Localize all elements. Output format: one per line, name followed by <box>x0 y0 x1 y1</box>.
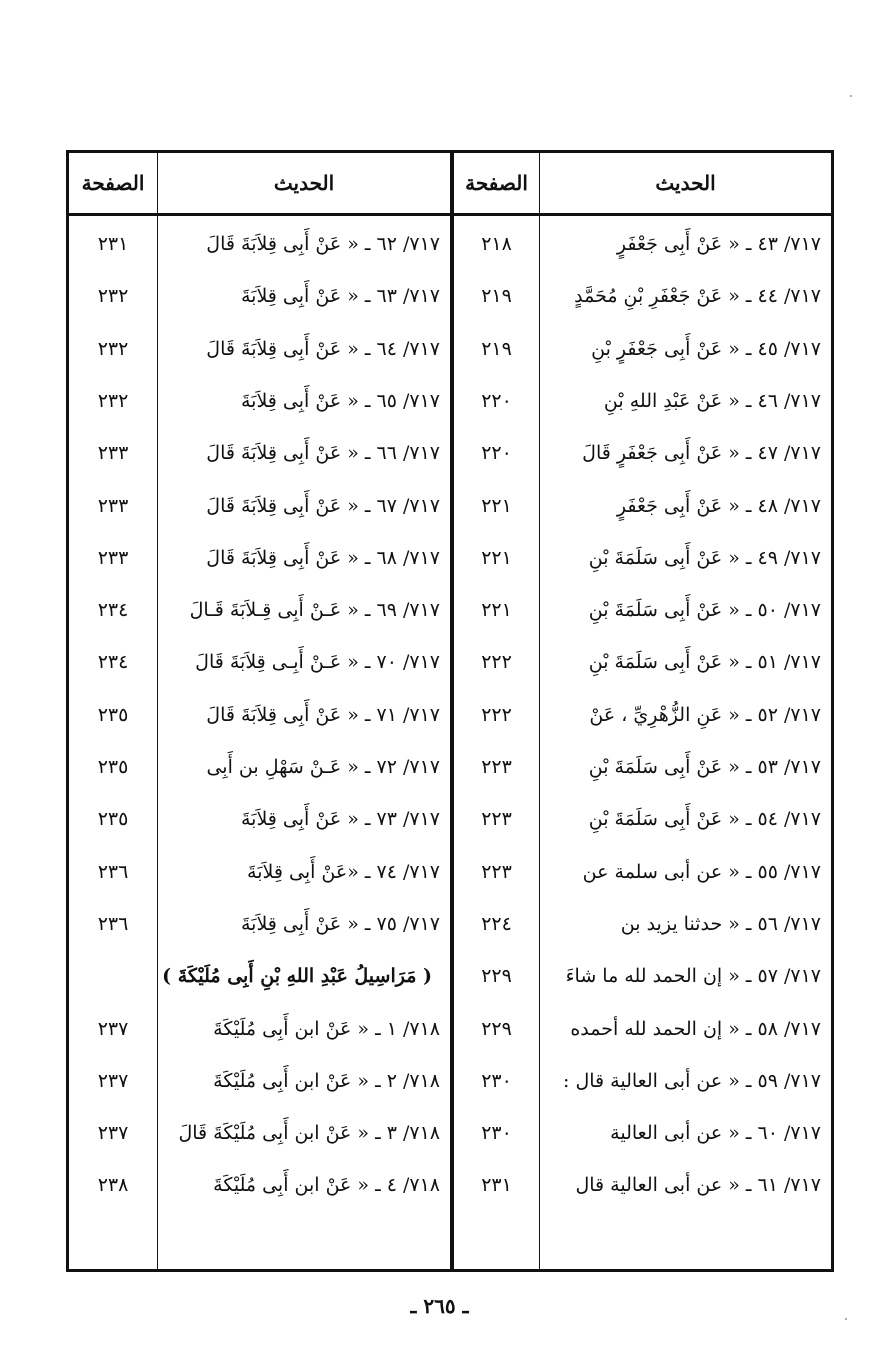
header-hadith-left: الحديث <box>273 171 335 195</box>
page-ref: ٢٢٢ <box>481 651 512 673</box>
page-ref: ٢٣٤ <box>97 599 129 621</box>
hadith-entry: ٧١٧/ ٤٤ ـ « عَنْ جَعْفَرِ بْنِ مُحَمَّدٍ <box>574 285 821 307</box>
table-body <box>69 153 831 1269</box>
header-hadith-right: الحديث <box>655 171 716 195</box>
scan-speck <box>845 1318 847 1320</box>
header-page-left: الصفحة <box>81 171 145 195</box>
hadith-entry: ٧١٨/ ٢ ـ « عَنْ ابن أَبِى مُلَيْكَةَ <box>213 1070 440 1092</box>
page-ref: ٢٣٠ <box>481 1070 512 1092</box>
hadith-entry: ٧١٧/ ٥٠ ـ « عَنْ أَبِى سَلَمَةَ بْنِ <box>588 599 821 621</box>
hadith-entry: ٧١٧/ ٤٦ ـ « عَنْ عَبْدِ اللهِ بْنِ <box>603 390 821 412</box>
hadith-entry: ٧١٧/ ٦٨ ـ « عَنْ أَبِى قِلاَبَةَ قَالَ <box>206 547 440 569</box>
hadith-entry: ٧١٨/ ٣ ـ « عَنْ ابن أَبِى مُلَيْكَةَ قَالَ <box>178 1122 440 1144</box>
page-ref: ٢٢٣ <box>481 861 512 883</box>
page-ref: ٢٣٥ <box>97 808 129 830</box>
page-ref: ٢٣١ <box>481 1174 512 1196</box>
page-ref: ٢٢١ <box>481 547 512 569</box>
page-number: ـ ٢٦٥ ـ <box>410 1294 469 1318</box>
page-ref: ٢٣٧ <box>97 1122 129 1144</box>
page-ref <box>69 953 157 999</box>
hadith-entry: ٧١٧/ ٦٩ ـ « عَـنْ أَبِى قِـلاَبَةَ قَـالَ <box>189 599 440 621</box>
section-heading: ( مَرَاسِيلُ عَبْدِ اللهِ بْنِ أَبِى مُلَيْكَةَ ) <box>162 965 432 987</box>
hadith-entry: ٧١٧/ ٦٤ ـ « عَنْ أَبِى قِلاَبَةَ قَالَ <box>206 338 440 360</box>
hadith-entry: ٧١٧/ ٧٥ ـ « عَنْ أَبِى قِلاَبَةَ <box>241 913 440 935</box>
hadith-entry: ٧١٨/ ١ ـ « عَنْ ابن أَبِى مُلَيْكَةَ <box>213 1018 440 1040</box>
page-ref: ٢٢٣ <box>481 808 512 830</box>
page-ref: ٢٣٢ <box>97 390 129 412</box>
hadith-entry: ٧١٧/ ٦٦ ـ « عَنْ أَبِى قِلاَبَةَ قَالَ <box>206 442 440 464</box>
hadith-entry: ٧١٧/ ٧١ ـ « عَنْ أَبِى قِلاَبَةَ قَالَ <box>206 704 440 726</box>
index-table <box>66 150 834 1272</box>
hadith-entry: ٧١٧/ ٥٤ ـ « عَنْ أَبِى سَلَمَةَ بْنِ <box>588 808 821 830</box>
hadith-entry: ٧١٧/ ٧٠ ـ « عَـنْ أَبِـى قِلاَبَةَ قَالَ <box>195 651 440 673</box>
page-ref: ٢٢٠ <box>481 442 512 464</box>
hadith-entry: ٧١٧/ ٦٢ ـ « عَنْ أَبِى قِلاَبَةَ قَالَ <box>206 233 440 255</box>
page-ref: ٢٣٣ <box>97 495 129 517</box>
hadith-entry: ٧١٧/ ٥٣ ـ « عَنْ أَبِى سَلَمَةَ بْنِ <box>588 756 821 778</box>
hadith-entry: ٧١٧/ ٦٣ ـ « عَنْ أَبِى قِلاَبَةَ <box>241 285 440 307</box>
page-ref: ٢٣٧ <box>97 1070 129 1092</box>
page-ref: ٢٣٠ <box>481 1122 512 1144</box>
page-ref: ٢٣٨ <box>97 1174 129 1196</box>
hadith-entry: ٧١٧/ ٧٢ ـ « عَـنْ سَهْلِ بن أَبِى <box>206 756 440 778</box>
hadith-entry: ٧١٧/ ٧٤ ـ «عَنْ أَبِى قِلاَبَةَ <box>247 861 440 883</box>
page-ref: ٢٢١ <box>481 495 512 517</box>
hadith-entry: ٧١٧/ ٥١ ـ « عَنْ أَبِى سَلَمَةَ بْنِ <box>588 651 821 673</box>
page-ref: ٢٣٢ <box>97 285 129 307</box>
hadith-entry: ٧١٧/ ٥٥ ـ « عن أبى سلمة عن <box>582 861 821 883</box>
hadith-entry: ٧١٧/ ٤٥ ـ « عَنْ أَبِى جَعْفَرٍ بْنِ <box>591 338 821 360</box>
hadith-entry: ٧١٧/ ٥٧ ـ « إن الحمد لله ما شاءَ <box>565 965 821 987</box>
header-page-right: الصفحة <box>465 171 528 195</box>
page-ref: ٢٢١ <box>481 599 512 621</box>
page-ref: ٢٣٣ <box>97 442 129 464</box>
header-divider <box>69 213 831 216</box>
page-ref: ٢٢٢ <box>481 704 512 726</box>
page-ref: ٢٣٤ <box>97 651 129 673</box>
page-ref: ٢١٩ <box>481 285 512 307</box>
page-ref: ٢٢٣ <box>481 756 512 778</box>
hadith-entry: ٧١٧/ ٤٨ ـ « عَنْ أَبِى جَعْفَرٍ <box>616 495 821 517</box>
hadith-entry: ٧١٧/ ٤٣ ـ « عَنْ أَبِى جَعْفَرٍ <box>616 233 821 255</box>
hadith-entry: ٧١٧/ ٦٠ ـ « عن أبى العالية <box>610 1122 821 1144</box>
hadith-entry: ٧١٨/ ٤ ـ « عَنْ ابن أَبِى مُلَيْكَةَ <box>213 1174 440 1196</box>
hadith-entry: ٧١٧/ ٦١ ـ « عن أبى العالية قال <box>575 1174 821 1196</box>
page-ref: ٢٣٥ <box>97 704 129 726</box>
page-ref: ٢٢٠ <box>481 390 512 412</box>
page-ref: ٢٢٤ <box>481 913 512 935</box>
hadith-entry: ٧١٧/ ٥٦ ـ « حدثنا يزيد بن <box>620 913 821 935</box>
page-ref: ٢٢٩ <box>481 965 512 987</box>
page-ref: ٢١٨ <box>481 233 512 255</box>
page-ref: ٢٣٦ <box>97 913 129 935</box>
page-ref: ٢٣١ <box>97 233 129 255</box>
page-ref: ٢٣٥ <box>97 756 129 778</box>
hadith-entry: ٧١٧/ ٥٢ ـ « عَنِ الزُّهْرِيِّ ، عَنْ <box>589 704 821 726</box>
hadith-entry: ٧١٧/ ٤٩ ـ « عَنْ أَبِى سَلَمَةَ بْنِ <box>588 547 821 569</box>
page-ref: ٢٣٦ <box>97 861 129 883</box>
page-ref: ٢٣٣ <box>97 547 129 569</box>
scan-speck <box>850 95 852 97</box>
hadith-entry: ٧١٧/ ٥٨ ـ « إن الحمد لله أحمده <box>570 1018 821 1040</box>
page-ref: ٢٣٧ <box>97 1018 129 1040</box>
hadith-entry: ٧١٧/ ٦٧ ـ « عَنْ أَبِى قِلاَبَةَ قَالَ <box>206 495 440 517</box>
hadith-entry: ٧١٧/ ٧٣ ـ « عَنْ أَبِى قِلاَبَةَ <box>241 808 440 830</box>
page-ref: ٢٣٢ <box>97 338 129 360</box>
hadith-entry: ٧١٧/ ٦٥ ـ « عَنْ أَبِى قِلاَبَةَ <box>241 390 440 412</box>
hadith-entry: ٧١٧/ ٤٧ ـ « عَنْ أَبِى جَعْفَرٍ قَالَ <box>582 442 821 464</box>
page-ref: ٢١٩ <box>481 338 512 360</box>
hadith-entry: ٧١٧/ ٥٩ ـ « عن أبى العالية قال : <box>563 1070 821 1092</box>
page-ref: ٢٢٩ <box>481 1018 512 1040</box>
